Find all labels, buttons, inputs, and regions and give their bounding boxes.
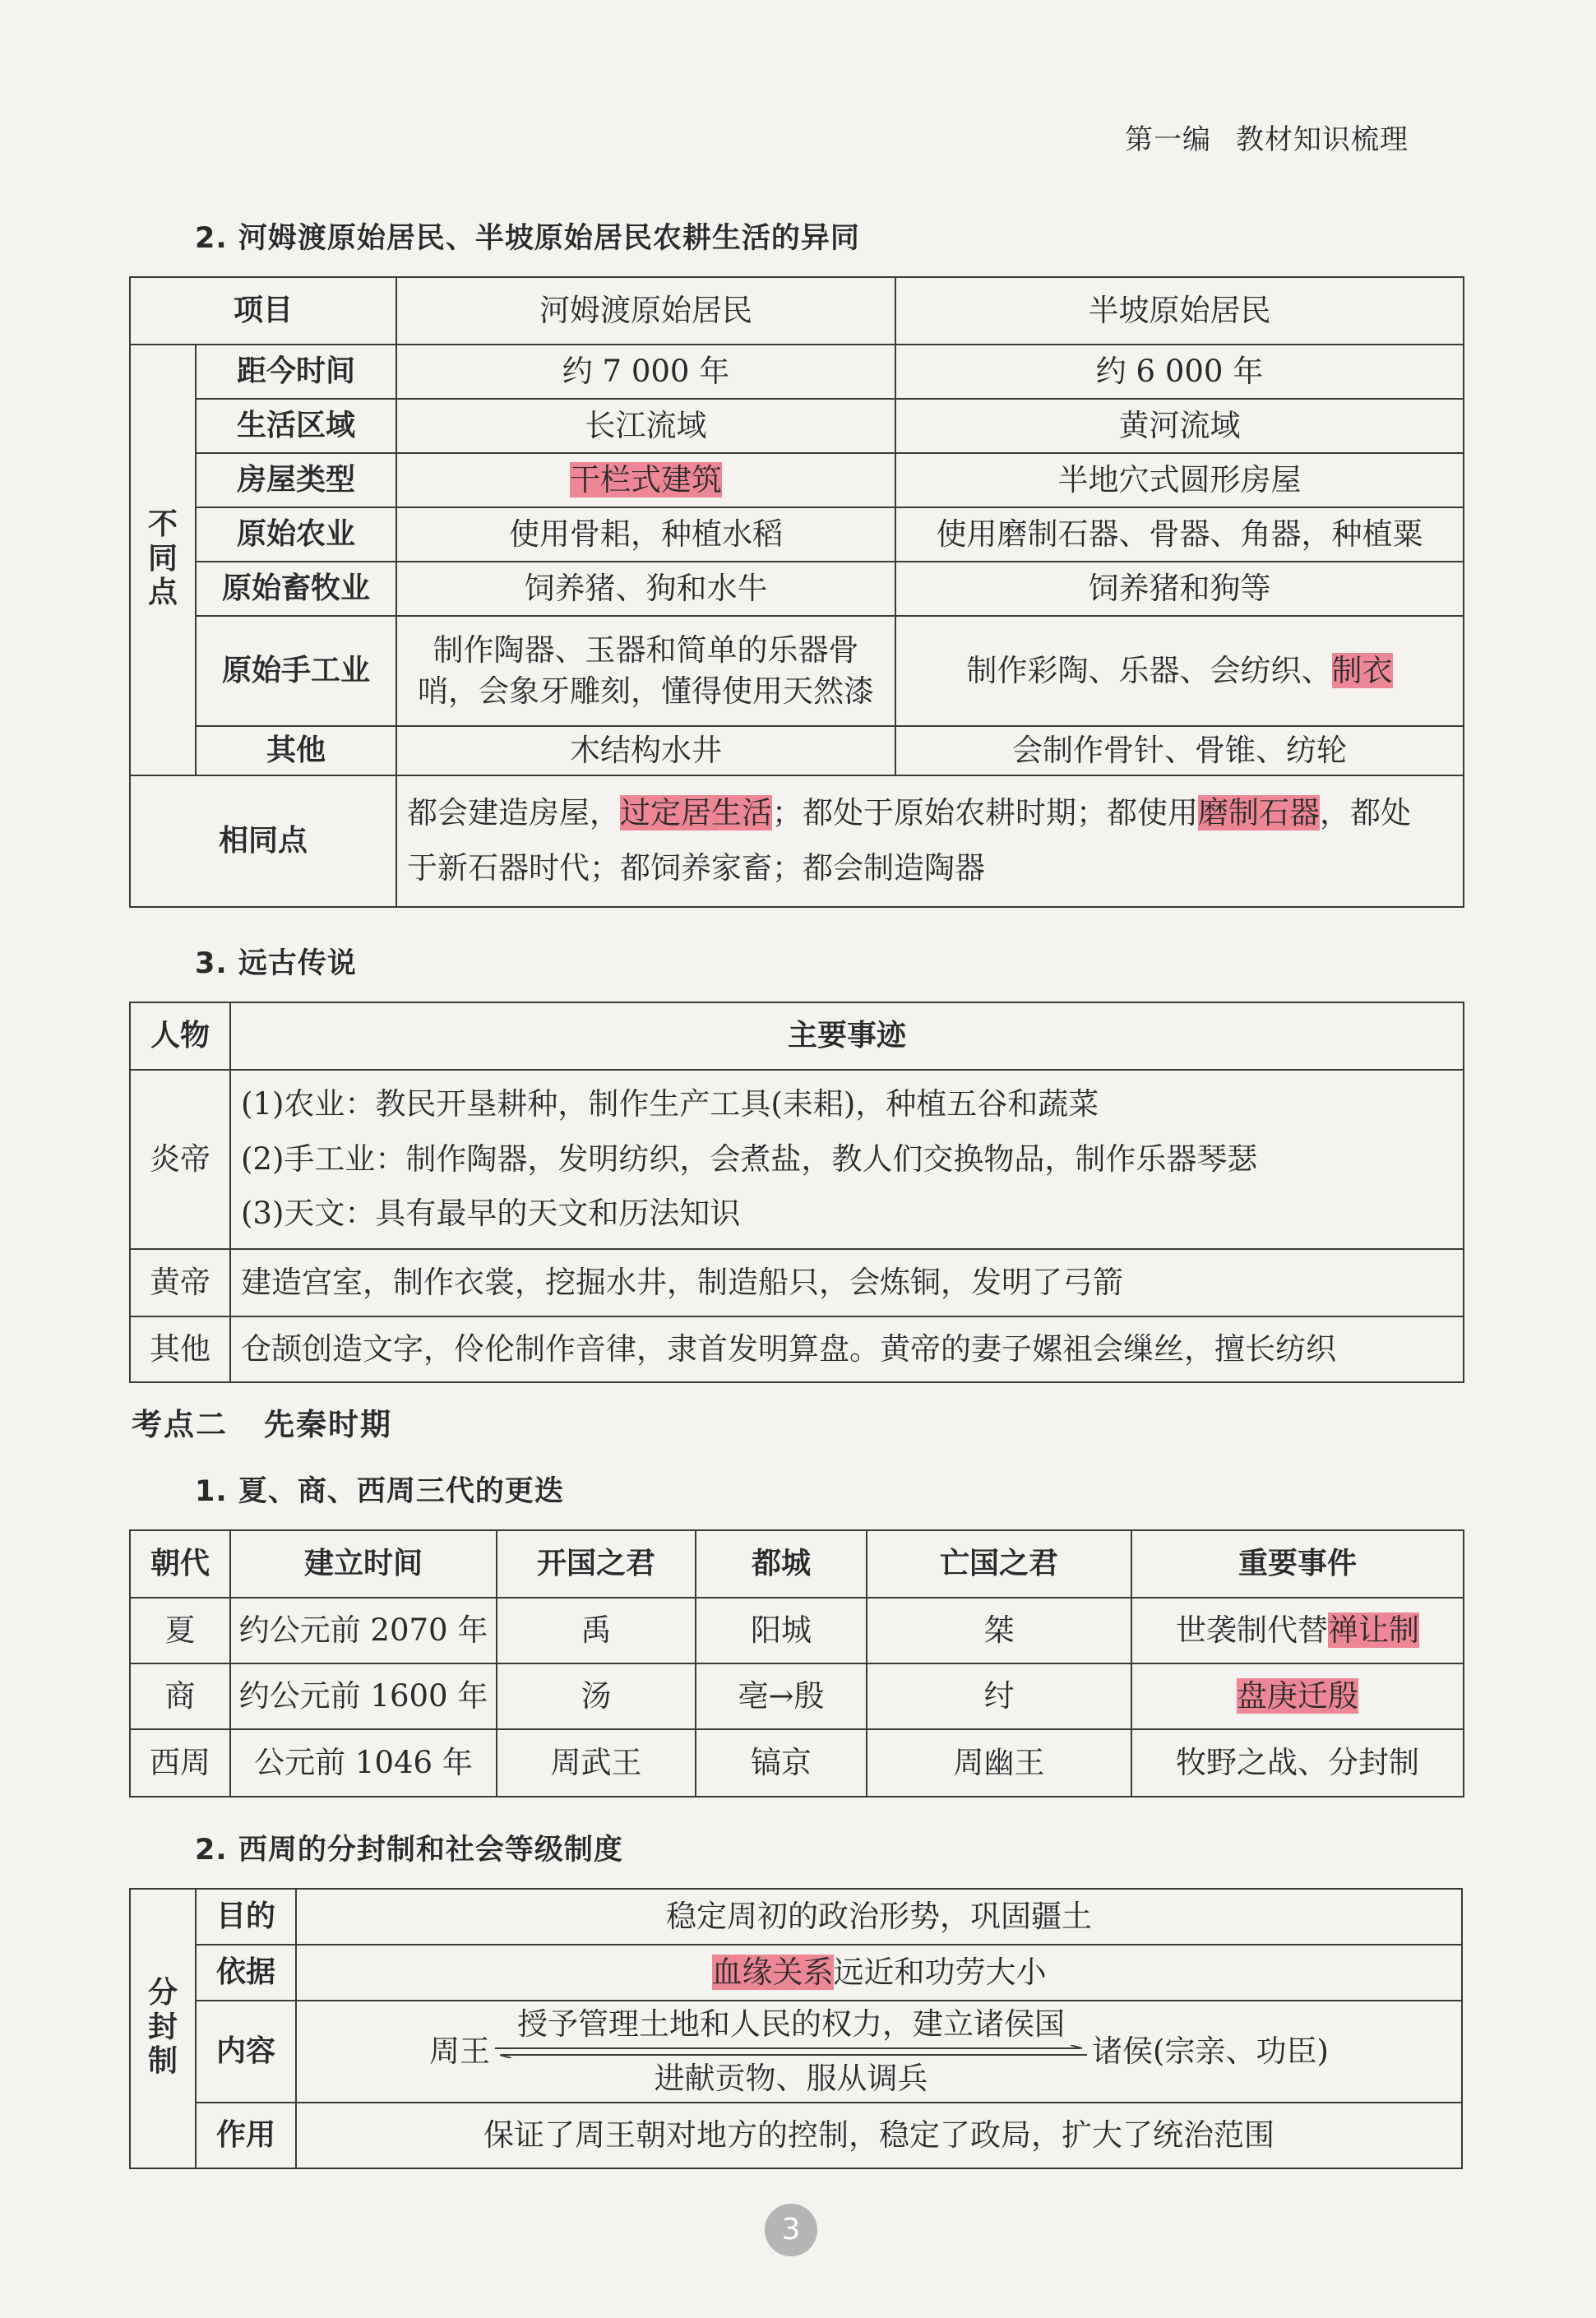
group-label-cell — [130, 345, 196, 775]
cell-banpo: 饲养猪和狗等 — [895, 562, 1464, 616]
cell-banpo: 黄河流域 — [895, 399, 1464, 453]
deeds-cell: 建造宫室，制作衣裳，挖掘水井，制造船只，会炼铜，发明了弓箭 — [230, 1249, 1464, 1316]
deeds-cell — [230, 1070, 1464, 1249]
cell-hemudu — [396, 453, 895, 507]
table-row — [130, 345, 1464, 399]
header-item: 项目 — [130, 277, 396, 345]
table-row — [130, 1729, 1464, 1797]
header-cell: 重要事件 — [1131, 1530, 1464, 1598]
relation-top-text: 授予管理土地和人民的权力，建立诸侯国 — [517, 2006, 1066, 2043]
cell-hemudu — [396, 616, 895, 726]
highlight-text: 血缘关系 — [711, 1955, 834, 1991]
cell-text: ；都处于原始农耕时期；都使用 — [772, 795, 1199, 831]
person-cell: 其他 — [130, 1316, 230, 1382]
cell-text: 世袭制代替 — [1176, 1612, 1328, 1649]
row-label: 内容 — [196, 2001, 296, 2103]
table-header-row — [130, 1002, 1464, 1070]
cell-text: 都会建造房屋， — [407, 795, 621, 831]
cell-text: 远近和功劳大小 — [833, 1955, 1047, 1991]
founder-cell: 周武王 — [497, 1729, 696, 1797]
dynasty-cell: 西周 — [130, 1729, 230, 1797]
table-row — [130, 1663, 1464, 1729]
header-cell: 朝代 — [130, 1530, 230, 1598]
founder-cell: 禹 — [497, 1598, 696, 1663]
time-cell: 约公元前 2070 年 — [230, 1598, 497, 1663]
header-person: 人物 — [130, 1002, 230, 1070]
row-label: 距今时间 — [196, 345, 396, 399]
table-row — [130, 1598, 1464, 1663]
row-label: 生活区域 — [196, 399, 396, 453]
cell-banpo: 半地穴式圆形房屋 — [895, 453, 1464, 507]
exam-point-heading — [132, 1400, 392, 1444]
relation-arrows — [495, 2004, 1087, 2099]
part-label: 第一编 — [1125, 123, 1211, 156]
same-points-cell — [396, 775, 1464, 907]
relation-bottom-text: 进献贡物、服从调兵 — [654, 2061, 928, 2096]
exam-point-label: 考点二 — [132, 1407, 228, 1442]
comparison-table — [129, 276, 1464, 908]
cell-banpo — [895, 616, 1464, 726]
cell-banpo: 会制作骨针、骨锥、纺轮 — [895, 726, 1464, 775]
effect-cell: 保证了周王朝对地方的控制，稳定了政局，扩大了统治范围 — [296, 2103, 1462, 2168]
last-ruler-cell: 桀 — [867, 1598, 1131, 1663]
group-label-fengjian: 分封制 — [147, 1976, 178, 2078]
relation-right: 诸侯(宗亲、功臣) — [1092, 2033, 1329, 2070]
table-row — [130, 2001, 1462, 2103]
section-title-hemudu: 2. 河姆渡原始居民、半坡原始居民农耕生活的异同 — [195, 222, 860, 255]
cell-hemudu: 约 7 000 年 — [396, 345, 895, 399]
table-row — [130, 1945, 1462, 2001]
purpose-cell: 稳定周初的政治形势，巩固疆土 — [296, 1889, 1462, 1945]
table-row — [130, 507, 1464, 562]
row-label: 原始手工业 — [196, 616, 396, 726]
page-header — [1125, 117, 1421, 157]
dynasty-cell: 夏 — [130, 1598, 230, 1663]
table-row — [130, 2103, 1462, 2168]
cell-line: 制作陶器、玉器和简单的乐器骨 — [433, 632, 859, 669]
section-title-dynasties: 1. 夏、商、西周三代的更迭 — [195, 1475, 564, 1508]
row-label: 原始农业 — [196, 507, 396, 562]
row-label: 作用 — [196, 2103, 296, 2168]
dynasty-table — [129, 1529, 1464, 1797]
table-row — [130, 726, 1464, 775]
highlight-text: 禅让制 — [1328, 1612, 1419, 1649]
double-arrow-icon — [495, 2045, 1087, 2058]
deeds-cell: 仓颉创造文字，伶伦制作音律，隶首发明算盘。黄帝的妻子嫘祖会缫丝，擅长纺织 — [230, 1316, 1464, 1382]
header-deeds: 主要事迹 — [230, 1002, 1464, 1070]
cell-hemudu: 饲养猪、狗和水牛 — [396, 562, 895, 616]
cell-banpo: 使用磨制石器、骨器、角器，种植粟 — [895, 507, 1464, 562]
row-label: 目的 — [196, 1889, 296, 1945]
cell-hemudu: 木结构水井 — [396, 726, 895, 775]
highlight-text: 盘庚迁殷 — [1237, 1678, 1358, 1714]
row-label-same: 相同点 — [130, 775, 396, 907]
cell-hemudu: 使用骨耜，种植水稻 — [396, 507, 895, 562]
event-cell — [1131, 1663, 1464, 1729]
highlight-text: 干栏式建筑 — [570, 462, 723, 498]
cell-line — [407, 786, 1458, 841]
deed-line: (2)手工业：制作陶器，发明纺织，会煮盐，教人们交换物品，制作乐器琴瑟 — [241, 1140, 1258, 1177]
header-cell: 建立时间 — [230, 1530, 497, 1598]
table-row — [130, 453, 1464, 507]
capital-cell: 阳城 — [696, 1598, 867, 1663]
table-row — [130, 399, 1464, 453]
time-cell: 约公元前 1600 年 — [230, 1663, 497, 1729]
table-row — [130, 616, 1464, 726]
book-title: 教材知识梳理 — [1236, 123, 1409, 156]
table-row — [130, 1249, 1464, 1316]
capital-cell: 镐京 — [696, 1729, 867, 1797]
relation-diagram — [429, 2004, 1329, 2099]
content-cell — [296, 2001, 1462, 2103]
header-hemudu: 河姆渡原始居民 — [396, 277, 895, 345]
person-cell: 炎帝 — [130, 1070, 230, 1249]
table-row — [130, 1889, 1462, 1945]
cell-text: ，都处 — [1320, 795, 1412, 831]
row-label: 其他 — [196, 726, 396, 775]
fengjian-table — [129, 1888, 1463, 2169]
table-row-same — [130, 775, 1464, 907]
header-cell: 开国之君 — [497, 1530, 696, 1598]
section-title-legends: 3. 远古传说 — [195, 947, 357, 980]
time-cell: 公元前 1046 年 — [230, 1729, 497, 1797]
cell-hemudu: 长江流域 — [396, 399, 895, 453]
person-cell: 黄帝 — [130, 1249, 230, 1316]
header-cell: 亡国之君 — [867, 1530, 1131, 1598]
table-row — [130, 1070, 1464, 1249]
event-cell — [1131, 1729, 1464, 1797]
table-row — [130, 562, 1464, 616]
header-banpo: 半坡原始居民 — [895, 277, 1464, 345]
event-cell — [1131, 1598, 1464, 1663]
cell-line: 哨，会象牙雕刻，懂得使用天然漆 — [418, 673, 875, 709]
highlight-text: 磨制石器 — [1198, 795, 1321, 831]
page-number: 3 — [765, 2204, 817, 2256]
relation-left: 周王 — [429, 2033, 491, 2070]
header-cell: 都城 — [696, 1530, 867, 1598]
section-title-fengjian: 2. 西周的分封制和社会等级制度 — [195, 1834, 623, 1867]
row-label: 依据 — [196, 1945, 296, 2001]
highlight-text: 制衣 — [1331, 653, 1393, 689]
cell-text: 牧野之战、分封制 — [1176, 1745, 1419, 1781]
deed-line: (3)天文：具有最早的天文和历法知识 — [241, 1196, 741, 1232]
last-ruler-cell: 周幽王 — [867, 1729, 1131, 1797]
table-row — [130, 1316, 1464, 1382]
last-ruler-cell: 纣 — [867, 1663, 1131, 1729]
deed-line: (1)农业：教民开垦耕种，制作生产工具(耒耜)，种植五谷和蔬菜 — [241, 1086, 1099, 1122]
cell-line: 于新石器时代；都饲养家畜；都会制造陶器 — [407, 850, 986, 886]
row-label: 原始畜牧业 — [196, 562, 396, 616]
table-header-row — [130, 277, 1464, 345]
cell-text: 制作彩陶、乐器、会纺织、 — [966, 653, 1332, 689]
cell-banpo: 约 6 000 年 — [895, 345, 1464, 399]
dynasty-cell: 商 — [130, 1663, 230, 1729]
basis-cell — [296, 1945, 1462, 2001]
group-label-different: 不同点 — [147, 507, 178, 609]
legends-table — [129, 1002, 1464, 1383]
exam-point-title: 先秦时期 — [264, 1407, 392, 1442]
founder-cell: 汤 — [497, 1663, 696, 1729]
table-header-row — [130, 1530, 1464, 1598]
row-label: 房屋类型 — [196, 453, 396, 507]
capital-cell: 亳→殷 — [696, 1663, 867, 1729]
group-label-cell — [130, 1889, 196, 2168]
highlight-text: 过定居生活 — [620, 795, 773, 831]
